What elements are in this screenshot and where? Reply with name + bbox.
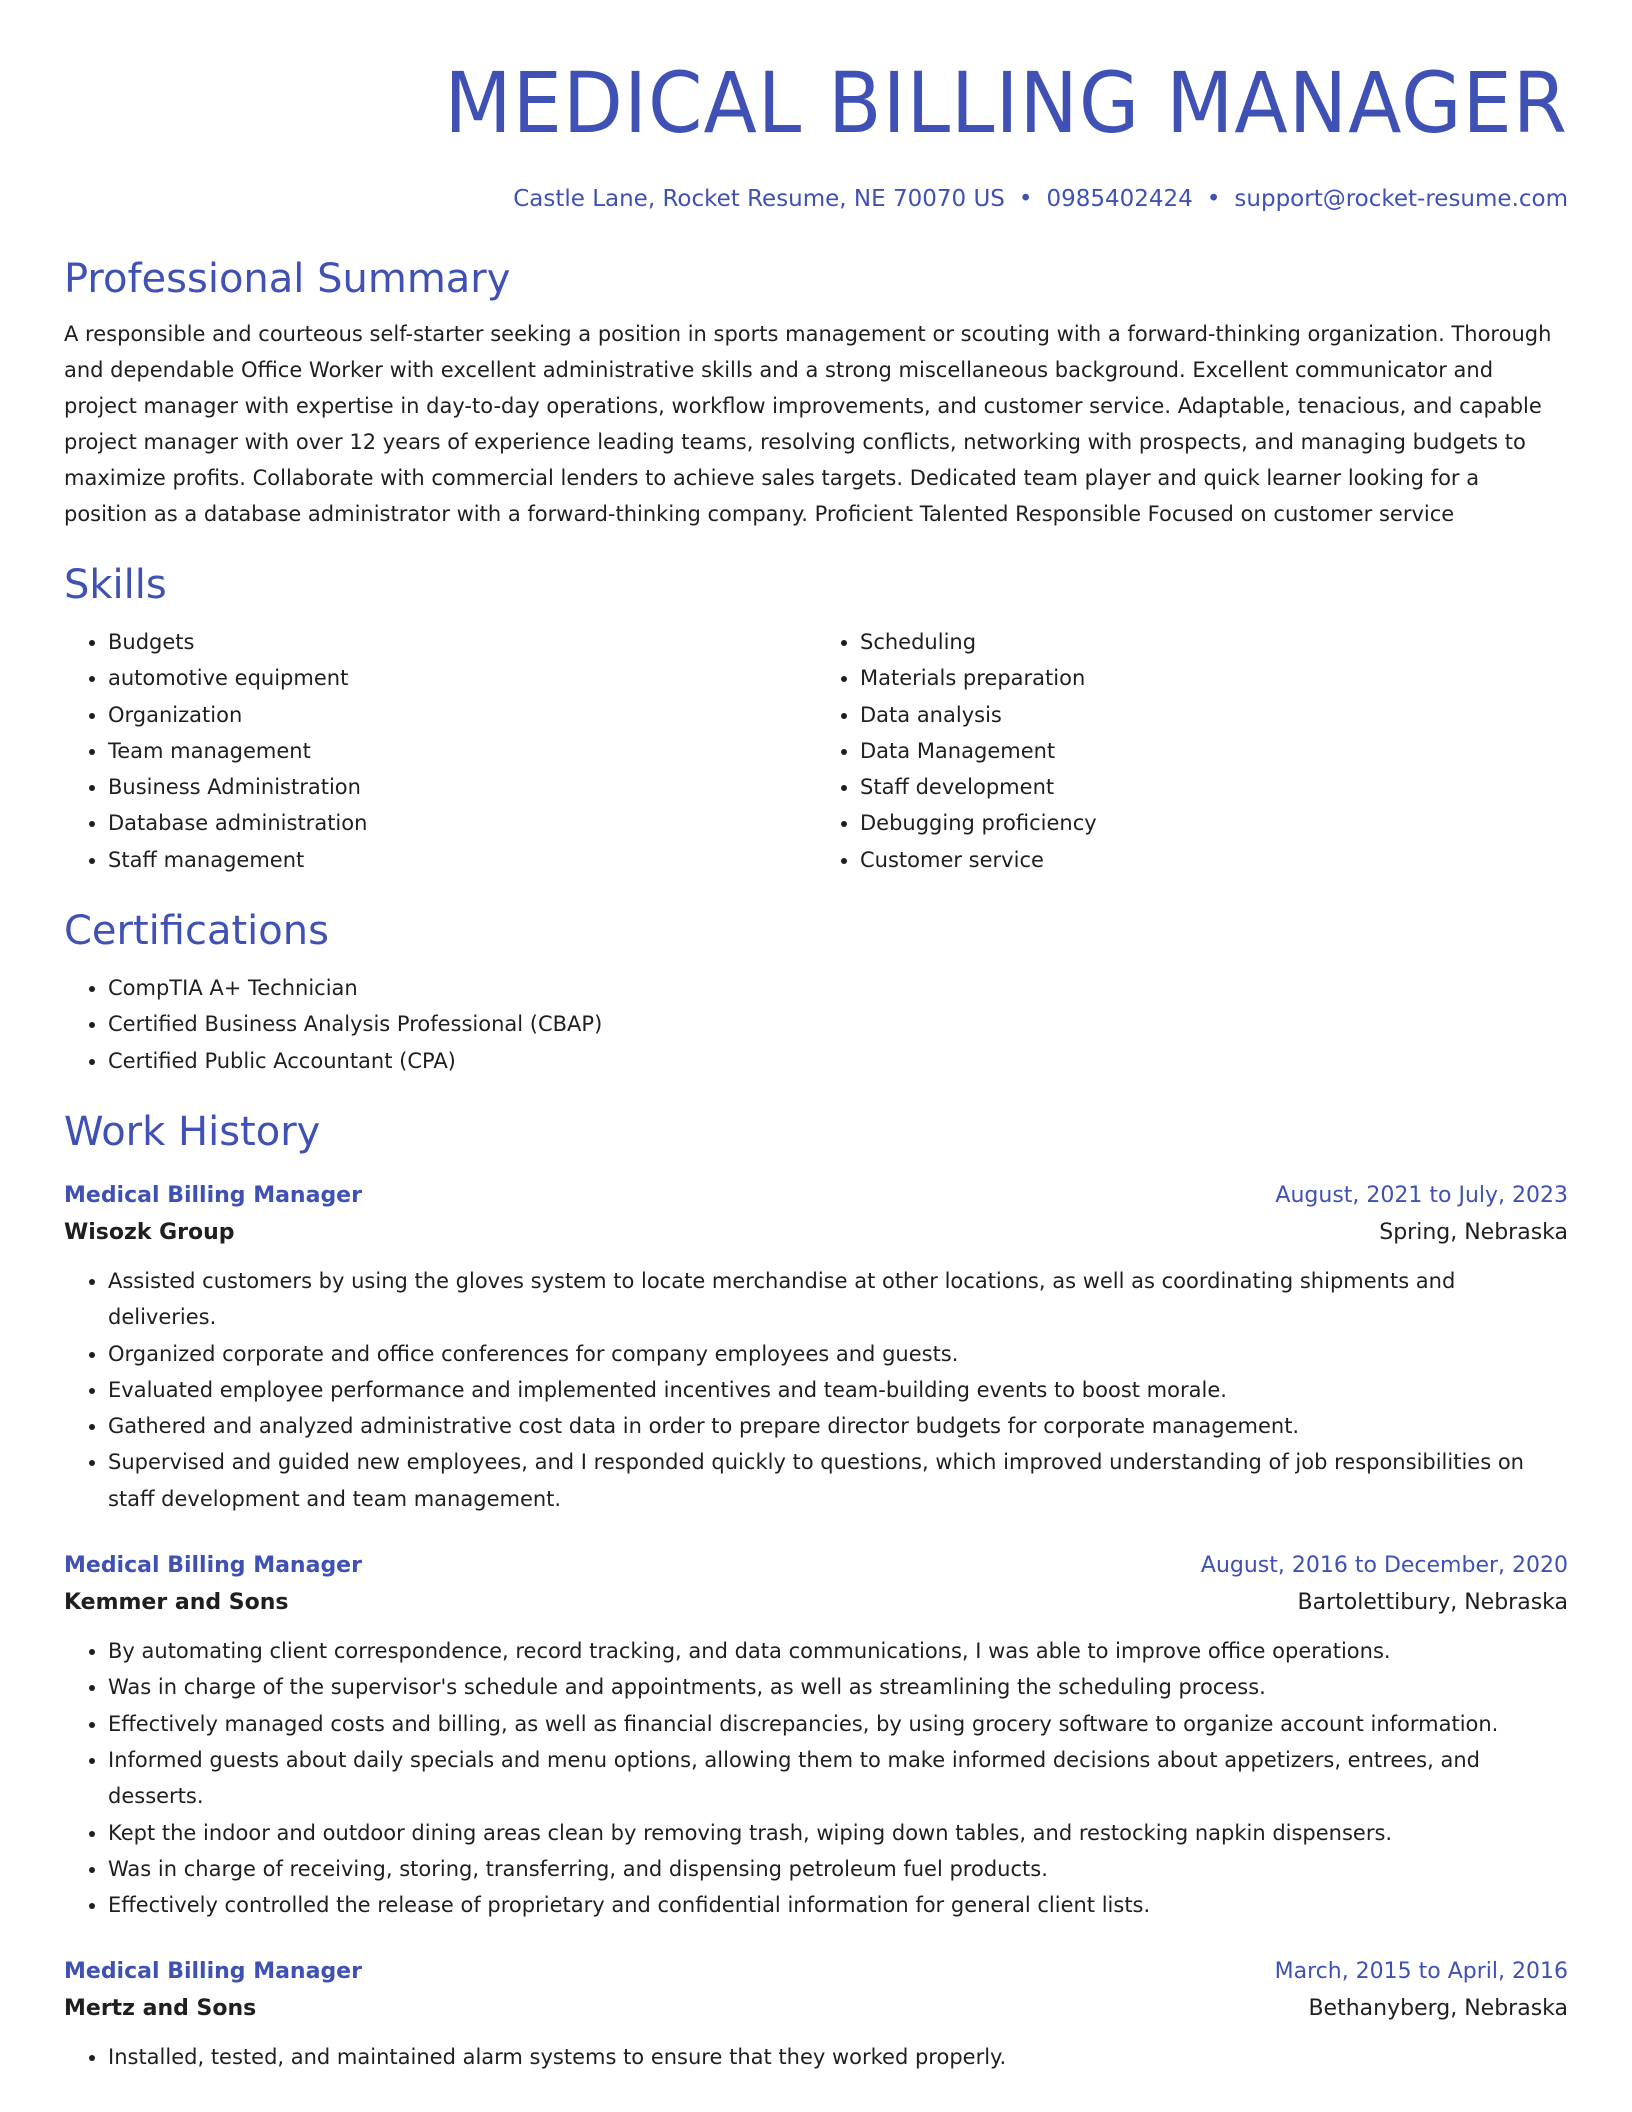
resume-title: MEDICAL BILLING MANAGER — [444, 55, 1568, 153]
job-bullet: • Effectively controlled the release of proprietary and confidential information for general client lists. — [108, 1887, 1568, 1923]
job-bullet: • Was in charge of receiving, storing, transferring, and dispensing petroleum fuel products. — [108, 1851, 1568, 1887]
skill-item: • Business Administration — [108, 769, 816, 805]
contact-separator: • — [1018, 186, 1033, 212]
skill-item: • Staff management — [108, 842, 816, 878]
certification-item: • Certified Business Analysis Professional (CBAP) — [108, 1006, 1568, 1042]
contact-line — [64, 184, 1568, 214]
job-bullet: • Supervised and guided new employees, and I responded quickly to questions, which improved understanding of job responsibilities on staff development and team management. — [108, 1444, 1568, 1517]
contact-address: Castle Lane, Rocket Resume, NE 70070 US — [513, 186, 1005, 212]
job-bullet: • Evaluated employee performance and implemented incentives and team-building events to boost morale. — [108, 1372, 1568, 1408]
certification-item: • Certified Public Accountant (CPA) — [108, 1043, 1568, 1079]
skills-right-column — [816, 624, 1568, 878]
job-bullet: • Installed, tested, and maintained alarm systems to ensure that they worked properly. — [108, 2039, 1568, 2075]
job-bullet: • Assisted customers by using the gloves system to locate merchandise at other locations, as well as coordinating shipments and deliveries. — [108, 1263, 1568, 1336]
skill-item: • Database administration — [108, 805, 816, 841]
contact-separator: • — [1206, 186, 1221, 212]
certification-item: • CompTIA A+ Technician — [108, 970, 1568, 1006]
job-entry — [64, 1179, 1568, 1517]
skills-list — [64, 624, 1568, 878]
skill-item: • Budgets — [108, 624, 816, 660]
job-bullets — [64, 1263, 1568, 1517]
skill-item: • automotive equipment — [108, 660, 816, 696]
skill-item: • Materials preparation — [860, 660, 1568, 696]
contact-email[interactable]: support@rocket-resume.com — [1234, 186, 1568, 212]
job-entry — [64, 1549, 1568, 1923]
resume-page — [64, 0, 1568, 2076]
skill-item: • Scheduling — [860, 624, 1568, 660]
skills-left-column — [64, 624, 816, 878]
certifications-heading: Certifications — [64, 908, 329, 955]
job-title-row — [64, 1179, 1568, 1213]
job-location: Bartolettibury, Nebraska — [1297, 1590, 1568, 1616]
summary-heading: Professional Summary — [64, 256, 511, 302]
job-bullet: • By automating client correspondence, record tracking, and data communications, I was able to improve office operations. — [108, 1633, 1568, 1669]
job-dates: March, 2015 to April, 2016 — [1274, 1959, 1568, 1985]
job-company-row — [64, 1583, 1568, 1623]
job-entry — [64, 1955, 1568, 2075]
job-bullets — [64, 1633, 1568, 1923]
job-title: Medical Billing Manager — [64, 1553, 362, 1579]
summary-text: A responsible and courteous self-starter seeking a position in sports management or scouting with a forward-thinking organization. Thorough and dependable Office Worker with excellent administrative skills and a strong miscellaneous background. Excellent communicator and project manager with expertise in day-to-day operations, workflow improvements, and customer service. Adaptable, tenacious, and capable project manager with over 12 years of experience leading teams, resolving conflicts, networking with prospects, and managing budgets to maximize profits. Collaborate with commercial lenders to achieve sales targets. Dedicated team player and quick learner looking for a position as a database administrator with a forward-thinking company. Proficient Talented Responsible Focused on customer service — [64, 322, 1552, 526]
job-bullet: • Was in charge of the supervisor's schedule and appointments, as well as streamlining the scheduling process. — [108, 1669, 1568, 1705]
job-company: Mertz and Sons — [64, 1996, 257, 2022]
job-dates: August, 2016 to December, 2020 — [1200, 1553, 1568, 1579]
skills-heading: Skills — [64, 562, 167, 608]
job-title: Medical Billing Manager — [64, 1959, 362, 1985]
job-bullet: • Gathered and analyzed administrative cost data in order to prepare director budgets for corporate management. — [108, 1408, 1568, 1444]
job-bullet: • Organized corporate and office conferences for company employees and guests. — [108, 1336, 1568, 1372]
skill-item: • Team management — [108, 733, 816, 769]
skill-item: • Debugging proficiency — [860, 805, 1568, 841]
job-title-row — [64, 1549, 1568, 1583]
skill-item: • Staff development — [860, 769, 1568, 805]
job-location: Spring, Nebraska — [1379, 1219, 1568, 1245]
job-bullet: • Kept the indoor and outdoor dining areas clean by removing trash, wiping down tables, and restocking napkin dispensers. — [108, 1815, 1568, 1851]
job-bullet: • Effectively managed costs and billing, as well as financial discrepancies, by using grocery software to organize account information. — [108, 1706, 1568, 1742]
work-history-heading: Work History — [64, 1108, 321, 1155]
job-company-row — [64, 1989, 1568, 2029]
skill-item: • Organization — [108, 697, 816, 733]
job-company: Wisozk Group — [64, 1219, 235, 1245]
job-bullets — [64, 2039, 1568, 2075]
certifications-list — [64, 970, 1568, 1079]
job-title-row — [64, 1955, 1568, 1989]
skill-item: • Data Management — [860, 733, 1568, 769]
contact-phone: 0985402424 — [1046, 186, 1193, 212]
skill-item: • Data analysis — [860, 697, 1568, 733]
job-location: Bethanyberg, Nebraska — [1308, 1996, 1568, 2022]
job-company: Kemmer and Sons — [64, 1590, 289, 1616]
job-dates: August, 2021 to July, 2023 — [1275, 1182, 1568, 1208]
job-company-row — [64, 1213, 1568, 1253]
job-title: Medical Billing Manager — [64, 1182, 362, 1208]
job-bullet: • Informed guests about daily specials and menu options, allowing them to make informed decisions about appetizers, entrees, and desserts. — [108, 1742, 1568, 1815]
skill-item: • Customer service — [860, 842, 1568, 878]
